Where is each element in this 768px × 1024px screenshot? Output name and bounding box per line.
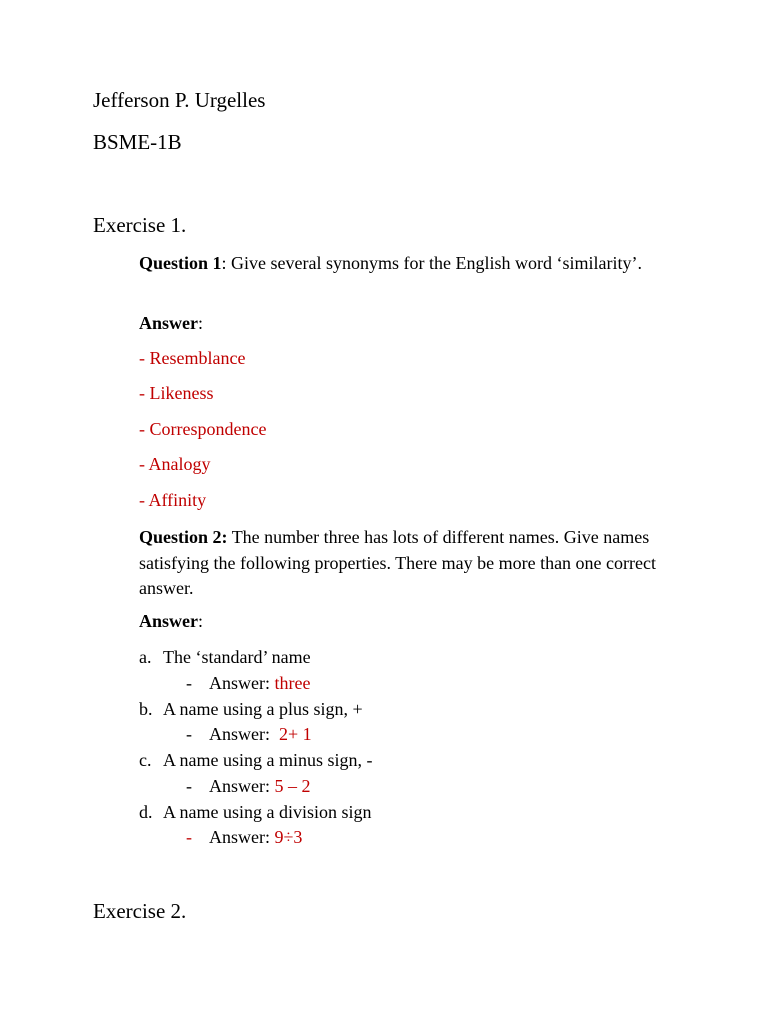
sub-answer-value: 9÷3 xyxy=(274,827,303,847)
list-marker: c. xyxy=(139,750,152,770)
synonym-item: - Correspondence xyxy=(139,419,267,439)
list-item-text: A name using a minus sign, - xyxy=(163,750,373,770)
question-2-label: Question 2: xyxy=(139,527,228,547)
synonym-item: - Analogy xyxy=(139,454,211,474)
sub-answer-value: 2+ 1 xyxy=(279,724,312,744)
synonym-item: - Affinity xyxy=(139,490,207,510)
exercise-1-title: Exercise 1. xyxy=(93,213,187,237)
answer-dash: - xyxy=(186,776,192,796)
question-1-text: : Give several synonyms for the English word ‘similarity’. xyxy=(221,253,642,273)
question-1-label: Question 1 xyxy=(139,253,222,273)
list-item-text: The ‘standard’ name xyxy=(163,647,311,667)
exercise-2-title: Exercise 2. xyxy=(93,899,187,923)
answer-dash: - xyxy=(186,673,192,693)
list-item-d xyxy=(139,802,153,823)
sub-answer xyxy=(209,827,302,848)
sub-answer-label: Answer: xyxy=(209,827,275,847)
answer-1-colon: : xyxy=(198,313,204,333)
list-item-text: A name using a division sign xyxy=(163,802,372,822)
sub-answer-value: three xyxy=(274,673,311,693)
answer-1-label: Answer xyxy=(139,313,198,333)
answer-dash: - xyxy=(186,827,192,847)
list-marker: d. xyxy=(139,802,153,822)
list-item-b xyxy=(139,699,153,720)
sub-answer-label: Answer: xyxy=(209,776,275,796)
author-section: BSME-1B xyxy=(93,130,182,154)
list-marker: b. xyxy=(139,699,153,719)
question-2 xyxy=(139,525,679,602)
synonym-item: - Resemblance xyxy=(139,348,246,368)
list-item-text: A name using a plus sign, + xyxy=(163,699,363,719)
question-1 xyxy=(139,251,679,277)
sub-answer xyxy=(209,776,311,797)
sub-answer xyxy=(209,673,310,694)
answer-2-colon: : xyxy=(198,611,204,631)
sub-answer-value: 5 – 2 xyxy=(274,776,311,796)
sub-answer-label: Answer: xyxy=(209,724,279,744)
author-name: Jefferson P. Urgelles xyxy=(93,88,266,112)
answer-2-label: Answer xyxy=(139,611,198,631)
answer-2-heading xyxy=(139,611,203,632)
answer-1-heading xyxy=(139,313,203,334)
answer-dash: - xyxy=(186,724,192,744)
synonym-item: - Likeness xyxy=(139,383,214,403)
sub-answer xyxy=(209,724,312,745)
list-item-a xyxy=(139,647,152,668)
sub-answer-label: Answer: xyxy=(209,673,275,693)
question-2-text: The number three has lots of different names. Give names satisfying the following properties. There may be more than one correct answer. xyxy=(139,527,656,598)
list-marker: a. xyxy=(139,647,152,667)
list-item-c xyxy=(139,750,152,771)
